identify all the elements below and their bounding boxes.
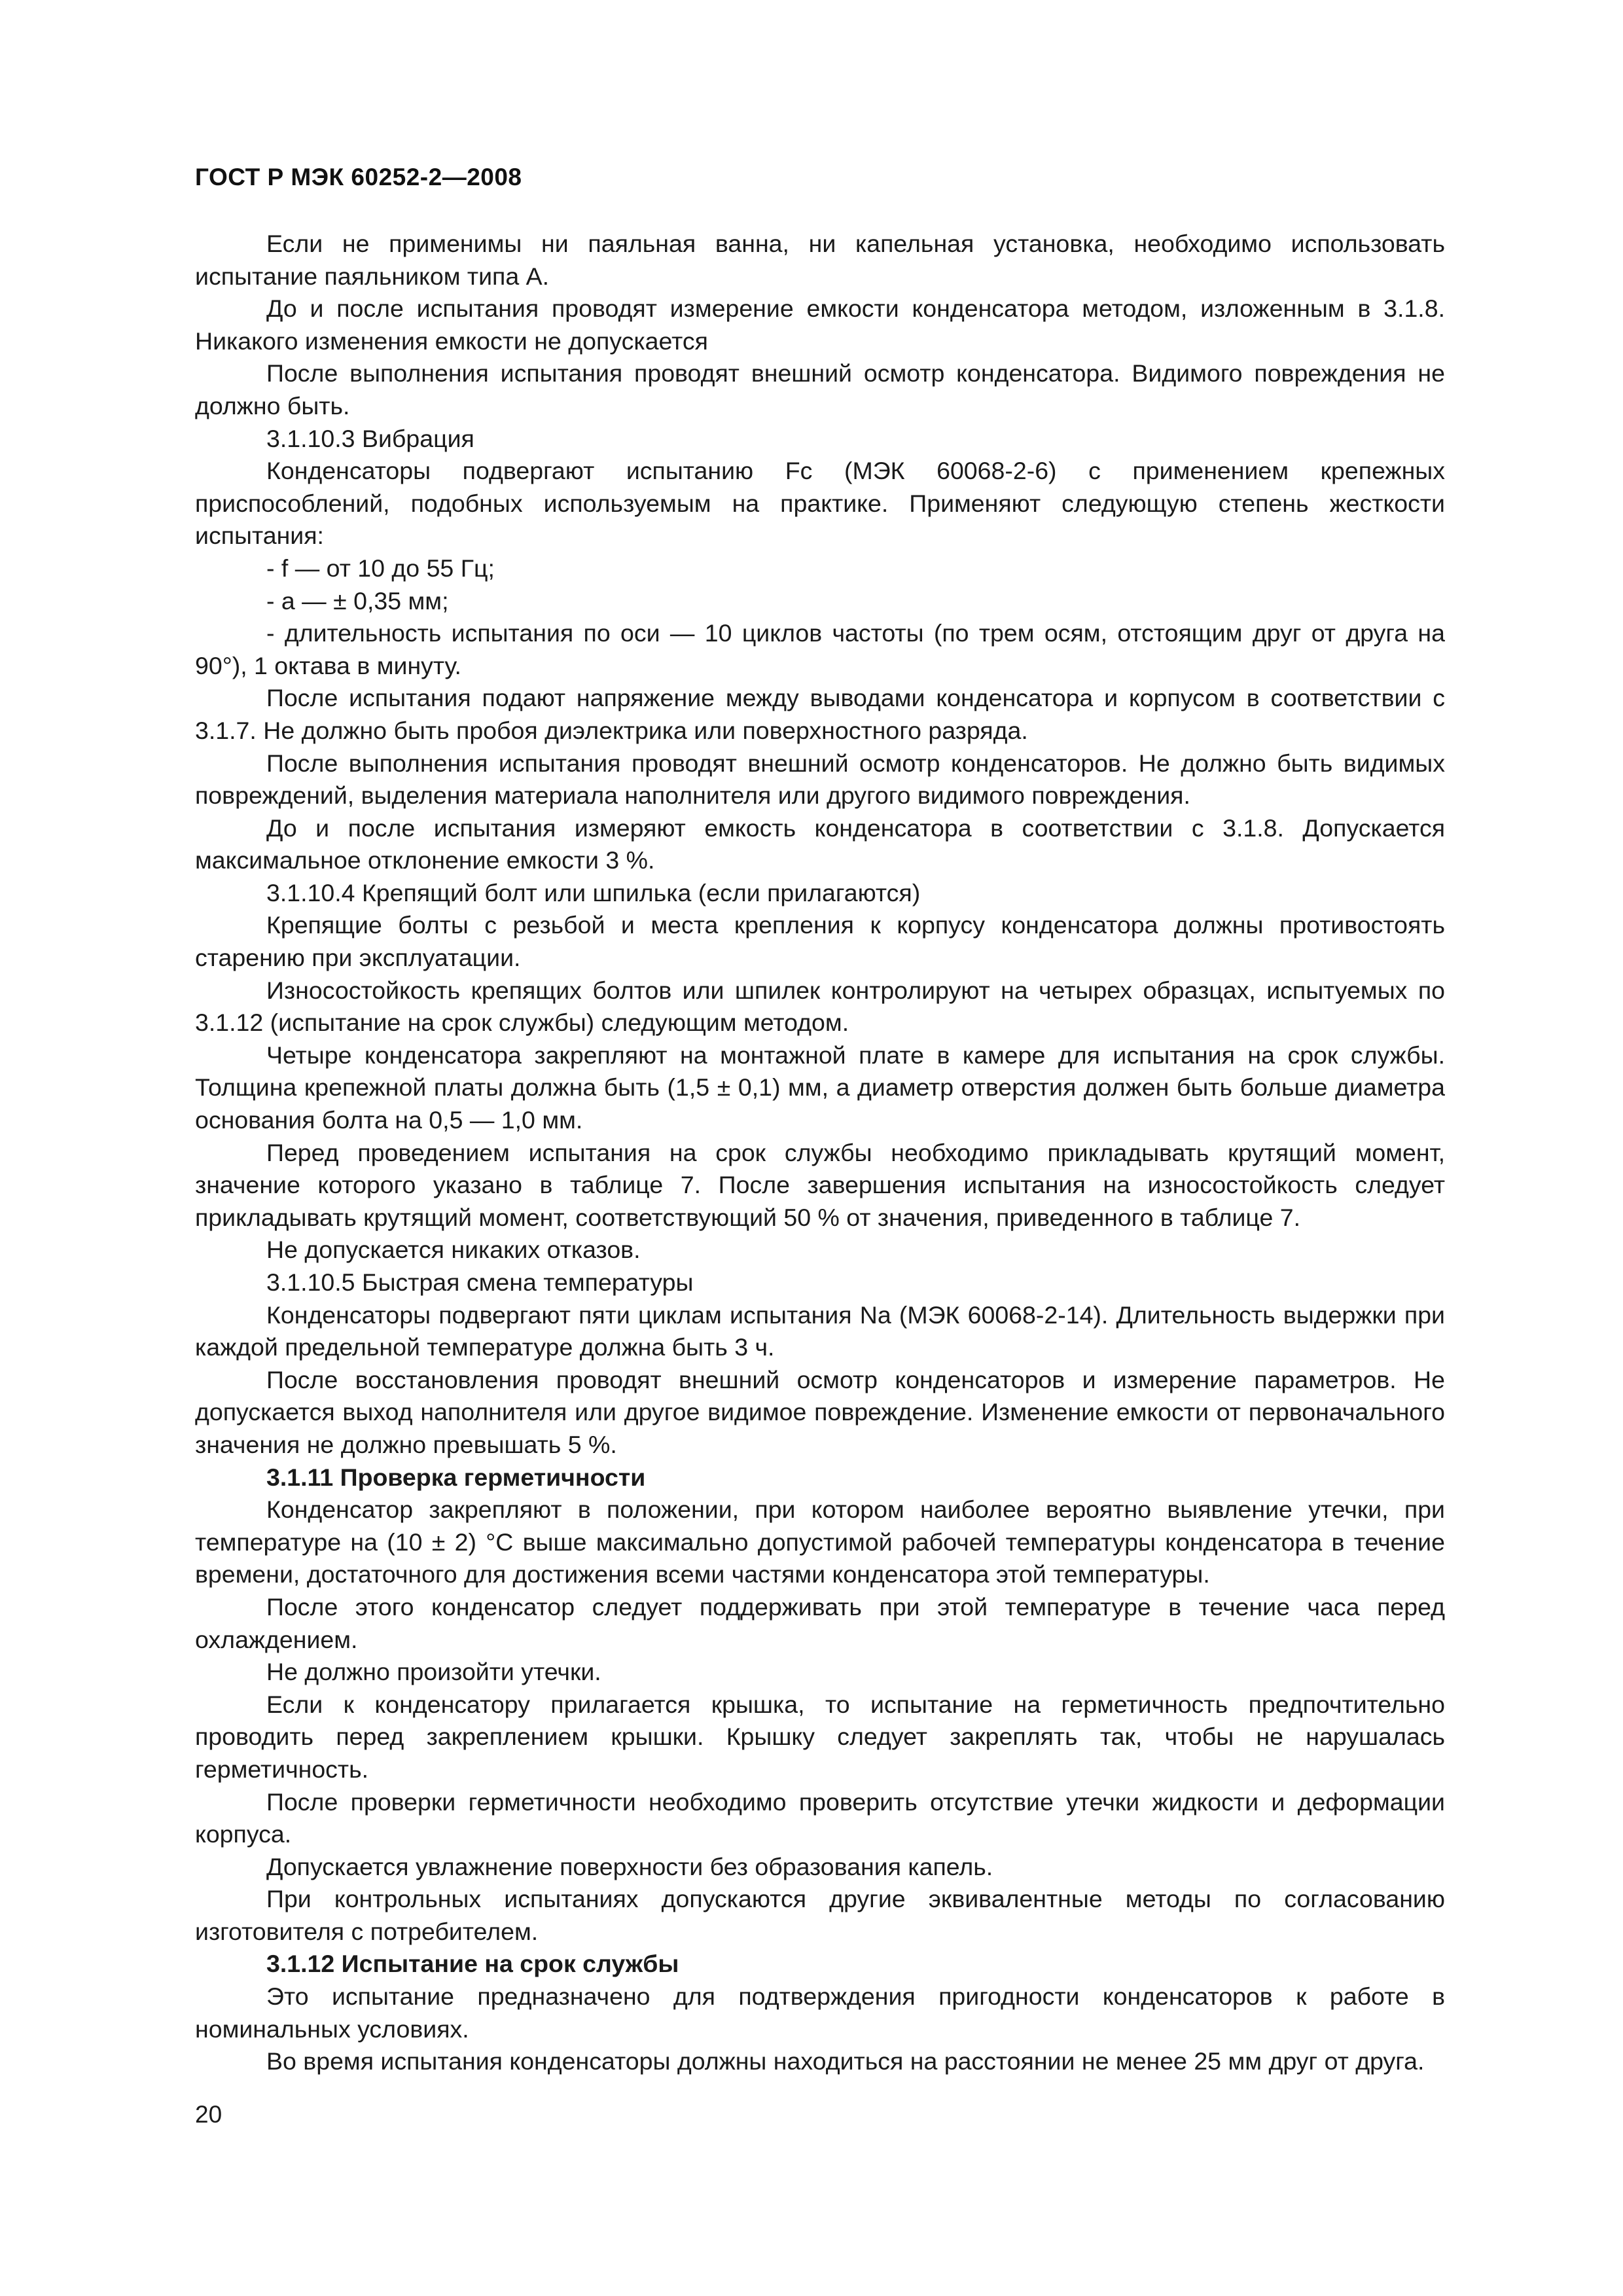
body-paragraph: - а — ± 0,35 мм;	[266, 586, 449, 615]
body-paragraph: Четыре конденсатора закрепляют на монтажной плате в камере для испытания на срок службы. Толщина крепежной платы должна быть (1,5 ± 0,1) мм, а диаметр отверстия должен быть больше диаметра основания болта на 0,5 — 1,0 мм.	[195, 1041, 1445, 1134]
body-paragraph: Крепящие болты с резьбой и места крепления к корпусу конденсатора должны противостоять старению при эксплуатации.	[195, 911, 1445, 972]
page-number: 20	[195, 2101, 223, 2128]
body-paragraph: Во время испытания конденсаторы должны находиться на расстоянии не менее 25 мм друг от друга.	[266, 2047, 1425, 2075]
body-paragraph: Допускается увлажнение поверхности без образования капель.	[266, 1852, 993, 1880]
body-paragraph: 3.1.10.4 Крепящий болт или шпилька (если прилагаются)	[266, 878, 921, 906]
body-paragraph: После выполнения испытания проводят внешний осмотр конденсаторов. Не должно быть видимых повреждений, выделения материала наполнителя или другого видимого повреждения.	[195, 749, 1445, 810]
body-paragraph: Конденсаторы подвергают испытанию Fc (МЭК 60068-2-6) с применением крепежных приспособлений, подобных используемым на практике. Применяют следующую степень жесткости испытания:	[195, 457, 1445, 550]
body-paragraph: - f — от 10 до 55 Гц;	[266, 554, 495, 582]
body-paragraph: 3.1.10.5 Быстрая смена температуры	[266, 1268, 694, 1296]
document-body	[195, 228, 1445, 2078]
body-paragraph: Не должно произойти утечки.	[266, 1658, 601, 1686]
body-paragraph: После испытания подают напряжение между выводами конденсатора и корпусом в соответствии с 3.1.7. Не должно быть пробоя диэлектрика или поверхностного разряда.	[195, 684, 1445, 744]
body-paragraph: - длительность испытания по оси — 10 циклов частоты (по трем осям, отстоящим друг от друга на 90°), 1 октава в минуту.	[195, 619, 1445, 679]
body-paragraph: После выполнения испытания проводят внешний осмотр конденсатора. Видимого повреждения не должно быть.	[195, 359, 1445, 420]
body-paragraph: При контрольных испытаниях допускаются другие эквивалентные методы по согласованию изготовителя с потребителем.	[195, 1885, 1445, 1945]
body-paragraph: Если к конденсатору прилагается крышка, то испытание на герметичность предпочтительно проводить перед закреплением крышки. Крышку следует закреплять так, чтобы не нарушалась герметичность.	[195, 1690, 1445, 1783]
body-paragraph: После восстановления проводят внешний осмотр конденсаторов и измерение параметров. Не допускается выход наполнителя или другое видимое повреждение. Изменение емкости от первоначального значения не должно превышать 5 %.	[195, 1365, 1445, 1458]
body-paragraph: Перед проведением испытания на срок службы необходимо прикладывать крутящий момент, значение которого указано в таблице 7. После завершения испытания на износостойкость следует прикладывать крутящий момент, соответствующий 50 % от значения, приведенного в таблице 7.	[195, 1138, 1445, 1231]
body-paragraph: Не допускается никаких отказов.	[266, 1236, 641, 1264]
body-paragraph: Конденсаторы подвергают пяти циклам испытания Na (МЭК 60068-2-14). Длительность выдержки при каждой предельной температуре должна быть 3 ч.	[195, 1300, 1445, 1361]
body-paragraph: 3.1.10.3 Вибрация	[266, 424, 474, 452]
body-paragraph: Если не применимы ни паяльная ванна, ни капельная установка, необходимо использовать испытание паяльником типа А.	[195, 230, 1445, 290]
section-heading: 3.1.11 Проверка герметичности	[266, 1463, 646, 1491]
body-paragraph: Износостойкость крепящих болтов или шпилек контролируют на четырех образцах, испытуемых по 3.1.12 (испытание на срок службы) следующим методом.	[195, 976, 1445, 1037]
body-paragraph: До и после испытания измеряют емкость конденсатора в соответствии с 3.1.8. Допускается максимальное отклонение емкости 3 %.	[195, 814, 1445, 874]
document-header: ГОСТ Р МЭК 60252-2—2008	[195, 164, 522, 190]
body-paragraph: До и после испытания проводят измерение емкости конденсатора методом, изложенным в 3.1.8. Никакого изменения емкости не допускается	[195, 295, 1445, 355]
body-paragraph: После этого конденсатор следует поддерживать при этой температуре в течение часа перед охлаждением.	[195, 1592, 1445, 1653]
body-paragraph: После проверки герметичности необходимо проверить отсутствие утечки жидкости и деформации корпуса.	[195, 1787, 1445, 1848]
body-paragraph: Это испытание предназначено для подтверждения пригодности конденсаторов к работе в номинальных условиях.	[195, 1982, 1445, 2043]
body-paragraph: Конденсатор закрепляют в положении, при котором наиболее вероятно выявление утечки, при температуре на (10 ± 2) °С выше максимально допустимой рабочей температуры конденсатора в течение времени, достаточного для достижения всеми частями конденсатора этой температуры.	[195, 1496, 1445, 1588]
section-heading: 3.1.12 Испытание на срок службы	[266, 1950, 679, 1978]
